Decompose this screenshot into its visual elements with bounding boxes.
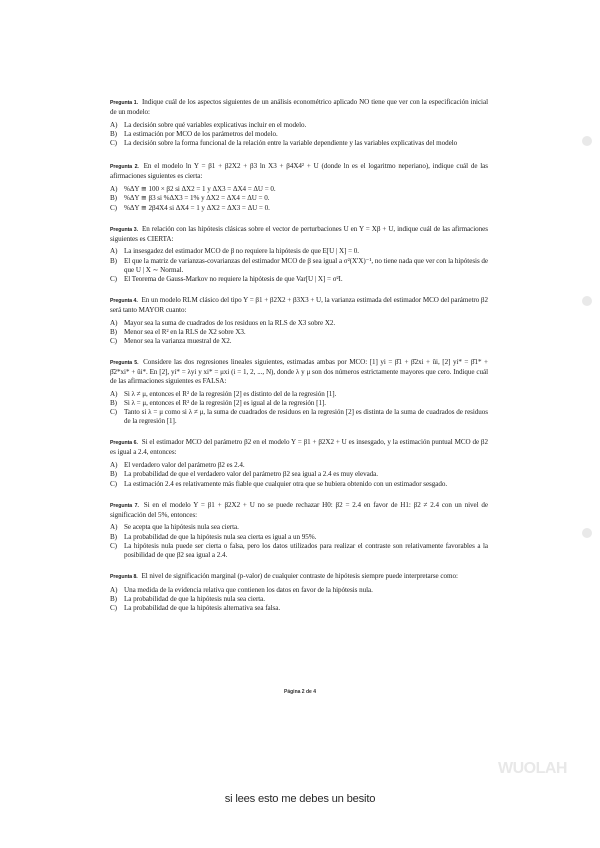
question-prompt: Si en el modelo Y = β1 + β2X2 + U no se puede rechazar H0: β2 = 2.4 en favor de H1: β2 ≠ 2.4 con un nivel de significación del 5%, entonces: <box>110 500 488 519</box>
option-c: C) La hipótesis nula puede ser cierta o falsa, pero los datos utilizados para realizar el contraste son relativamente favorables a la posibilidad de que β2 sea igual a 2.4. <box>110 542 488 559</box>
question-prompt: Indique cuál de los aspectos siguientes de un análisis econométrico aplicado NO tiene que ver con la especificación inicial de un modelo: <box>110 98 489 116</box>
option-b: B) La probabilidad de que el verdadero valor del parámetro β2 sea igual a 2.4 es muy elevada. <box>110 470 378 479</box>
option-b: B) El que la matriz de varianzas-covarianzas del estimador MCO de β sea igual a σ²(X'X)⁻¹, no tiene nada que ver con la hipótesis de que U | X ∼ Normal. <box>110 256 488 274</box>
question-3 <box>110 225 488 284</box>
option-c: C) Tanto si λ = μ como si λ ≠ μ, la suma de cuadrados de residuos en la regresión [2] es distinta de la suma de cuadrados de residuos de la regresión [1]. <box>110 408 488 426</box>
question-number: Pregunta 2. <box>110 164 139 171</box>
question-number: Pregunta 4. <box>110 297 138 304</box>
question-5 <box>110 358 488 426</box>
question-number: Pregunta 5. <box>110 360 139 367</box>
margin-hole-dot <box>582 296 592 306</box>
question-prompt: En el modelo ln Y = β1 + β2X2 + β3 ln X3 + β4X4² + U (donde ln es el logaritmo neperiano), indique cuál de las afirmaciones siguientes es cierta: <box>110 162 488 181</box>
option-b: B) Menor sea el R² en la RLS de X2 sobre X3. <box>110 327 246 336</box>
option-a: A) %ΔY ≅ 100 × β2 si ΔX2 = 1 y ΔX3 = ΔX4 = ΔU = 0. <box>110 185 276 194</box>
question-prompt: El nivel de significación marginal (p-valor) de cualquier contraste de hipótesis siempre puede interpretarse como: <box>141 571 458 580</box>
question-number: Pregunta 3. <box>110 226 138 233</box>
option-b: B) La probabilidad de que la hipótesis nula sea cierta es igual a un 95%. <box>110 532 317 541</box>
question-number: Pregunta 7. <box>110 502 139 509</box>
question-8 <box>110 572 488 613</box>
bottom-caption: si lees esto me debes un besito <box>224 793 376 805</box>
option-a: A) Una medida de la evidencia relativa que contienen los datos en favor de la hipótesis nula. <box>110 585 373 594</box>
question-prompt: Si el estimador MCO del parámetro β2 en el modelo Y = β1 + β2X2 + U es insesgado, y la estimación puntual MCO de β2 es igual a 2.4, entonces: <box>110 438 488 457</box>
question-7 <box>110 501 488 560</box>
option-a: A) La insesgadez del estimador MCO de β no requiere la hipótesis de que E[U | X] = 0. <box>110 247 360 256</box>
option-c: C) La decisión sobre la forma funcional de la relación entre la variable dependiente y las variables explicativas del modelo <box>110 139 458 148</box>
question-prompt: En relación con las hipótesis clásicas sobre el vector de perturbaciones U en Y = Xβ + U, indique cuál de las afirmaciones siguientes es CIERTA: <box>110 224 488 243</box>
question-number: Pregunta 1. <box>110 100 138 106</box>
question-list <box>110 98 488 625</box>
option-a: A) Mayor sea la suma de cuadrados de los residuos en la RLS de X3 sobre X2. <box>110 318 336 327</box>
question-6 <box>110 438 488 488</box>
question-number: Pregunta 8. <box>110 573 138 580</box>
question-prompt: En un modelo RLM clásico del tipo Y = β1 + β2X2 + β3X3 + U, la varianza estimada del estimador MCO del parámetro β2 será tanto MAYOR cuanto: <box>110 295 488 314</box>
question-prompt: Considere las dos regresiones lineales siguientes, estimadas ambas por MCO: [1] yi = β̂1 + β̂2xi + ûi, [2] yi* = β̂1* + β̂2*xi* + ûi*. En [2], yi* = λyi y xi* = μxi (i = 1, 2, ..., N), donde λ y μ son dos números estrictamente mayores que cero. Indique cuál de las afirmaciones siguientes es FALSA: <box>110 358 488 385</box>
option-b: B) Si λ = μ, entonces el R² de la regresión [2] es igual al de la regresión [1]. <box>110 399 326 408</box>
option-c: C) La probabilidad de que la hipótesis alternativa sea falsa. <box>110 604 281 613</box>
option-a: A) Se acepta que la hipótesis nula sea cierta. <box>110 523 239 532</box>
option-c: C) Menor sea la varianza muestral de X2. <box>110 337 232 346</box>
margin-hole-dot <box>582 528 592 538</box>
page-number-footer: Página 2 de 4 <box>284 689 316 695</box>
question-number: Pregunta 6. <box>110 440 138 447</box>
question-2 <box>110 162 488 212</box>
question-4 <box>110 296 488 346</box>
option-a: A) La decisión sobre qué variables explicativas incluir en el modelo. <box>110 120 307 129</box>
option-c: C) %ΔY ≅ 2β4X4 si ΔX4 = 1 y ΔX2 = ΔX3 = ΔU = 0. <box>110 203 270 212</box>
option-a: A) Si λ ≠ μ, entonces el R² de la regresión [2] es distinto del de la regresión [1]. <box>110 389 337 398</box>
option-a: A) El verdadero valor del parámetro β2 es 2.4. <box>110 461 245 470</box>
option-c: C) La estimación 2.4 es relativamente más fiable que cualquier otra que se hubiera obtenido con un estimador sesgado. <box>110 479 448 488</box>
option-b: B) %ΔY ≅ β3 si %ΔX3 = 1% y ΔX2 = ΔX4 = ΔU = 0. <box>110 194 270 203</box>
option-b: B) La probabilidad de que la hipótesis nula sea cierta. <box>110 595 265 604</box>
question-1 <box>110 98 488 148</box>
watermark-logo: WUOLAH <box>498 760 567 777</box>
option-c: C) El Teorema de Gauss-Markov no requiere la hipótesis de que Var[U | X] = σ²I. <box>110 274 343 283</box>
option-b: B) La estimación por MCO de los parámetros del modelo. <box>110 130 278 139</box>
margin-hole-dot <box>582 136 592 146</box>
